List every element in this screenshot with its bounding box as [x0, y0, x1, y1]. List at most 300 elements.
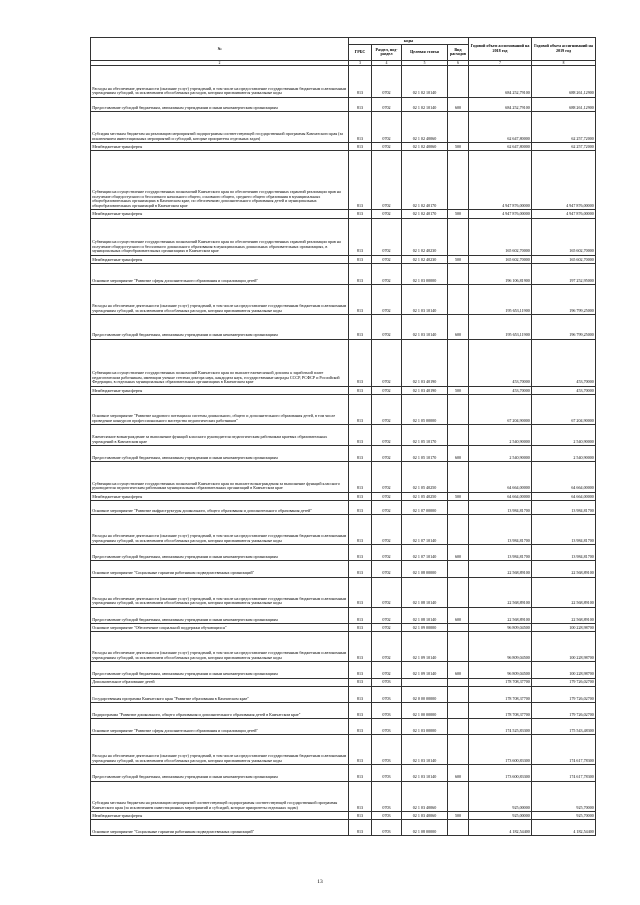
table-row	[91, 425, 596, 446]
row-section: 0703	[372, 820, 402, 836]
table-row	[91, 719, 596, 735]
row-volume-2019: 196 799,25000	[532, 285, 596, 315]
row-volume-2018: 13 984,81700	[469, 545, 532, 561]
row-description: Субсидия местным бюджетам на реализацию мероприятий подпрограммы соответствующей государственной программы Камчатского края (за исключением инвестиционных мероприятий и субсидий, которые приоритеты отдельных задач)	[91, 111, 349, 142]
row-volume-2018: 196 106,81900	[469, 263, 532, 284]
row-volume-2018: 453,70000	[469, 386, 532, 394]
row-volume-2018: 62 647,80000	[469, 111, 532, 142]
table-row	[91, 632, 596, 662]
row-grbs: 813	[349, 781, 372, 811]
row-grbs: 813	[349, 218, 372, 255]
row-grbs: 813	[349, 339, 372, 386]
row-section: 0702	[372, 500, 402, 514]
index-cell: 7	[469, 61, 532, 66]
row-volume-2019: 174 617,78300	[532, 765, 596, 781]
row-volume-2018: 67 204,90000	[469, 394, 532, 424]
row-grbs: 813	[349, 285, 372, 315]
row-target-article: 02 0 00 00000	[402, 686, 448, 702]
row-volume-2018: 165 602,70000	[469, 255, 532, 263]
table-row	[91, 462, 596, 492]
row-section: 0702	[372, 97, 402, 111]
row-target-article: 02 1 00 00000	[402, 702, 448, 718]
row-section: 0702	[372, 143, 402, 151]
row-volume-2019: 13 984,81700	[532, 515, 596, 545]
header-exp-type: Вид расходов	[448, 44, 469, 60]
row-expense-type	[448, 719, 469, 735]
row-description: Основное мероприятие "Социальные гарантии работникам подведомственных организаций"	[91, 561, 349, 577]
table-row	[91, 577, 596, 607]
row-volume-2019: 197 252,95000	[532, 263, 596, 284]
row-volume-2019: 64 664,00000	[532, 492, 596, 500]
row-volume-2018: 2 540,90000	[469, 425, 532, 446]
table-row	[91, 151, 596, 210]
row-grbs: 813	[349, 719, 372, 735]
table-row	[91, 218, 596, 255]
row-description: Расходы на обеспечение деятельности (оказание услуг) учреждений, в том числе на предоставление государственным бюджетным и автономным учреждениям субсидий, за исключением обособленных расходов, которым присваиваются уникальные коды	[91, 632, 349, 662]
row-volume-2019: 22 568,89100	[532, 561, 596, 577]
table-row	[91, 492, 596, 500]
row-grbs: 813	[349, 210, 372, 218]
row-volume-2019: 453,70000	[532, 339, 596, 386]
row-volume-2018: 684 252,79100	[469, 97, 532, 111]
row-expense-type	[448, 702, 469, 718]
budget-table	[90, 37, 596, 836]
row-description: Межбюджетные трансферты	[91, 811, 349, 819]
row-expense-type	[448, 735, 469, 765]
row-target-article: 02 1 02 40060	[402, 111, 448, 142]
row-volume-2019: 100 228,98700	[532, 623, 596, 631]
row-volume-2018: 173 600,83300	[469, 735, 532, 765]
table-row	[91, 339, 596, 386]
row-expense-type	[448, 218, 469, 255]
row-section: 0703	[372, 702, 402, 718]
row-target-article: 02 1 03 10140	[402, 765, 448, 781]
index-cell: 8	[532, 61, 596, 66]
row-volume-2019: 165 602,70000	[532, 218, 596, 255]
row-volume-2019: 174 617,78300	[532, 735, 596, 765]
table-row	[91, 97, 596, 111]
row-volume-2018: 13 984,81700	[469, 515, 532, 545]
row-volume-2019: 62 257,72000	[532, 111, 596, 142]
row-description: Предоставление субсидий бюджетным, автономным учреждениям и иным некоммерческим организациям	[91, 765, 349, 781]
header-section: Раздел, под-раздел	[372, 44, 402, 60]
row-description: Расходы на обеспечение деятельности (оказание услуг) учреждений, в том числе на предоставление государственным бюджетным и автономным учреждениям субсидий, за исключением обособленных расходов, которым присваиваются уникальные коды	[91, 66, 349, 97]
row-description: Основное мероприятие "Обеспечение социальной поддержки обучающихся"	[91, 623, 349, 631]
row-volume-2018: 13 984,81700	[469, 500, 532, 514]
row-section: 0703	[372, 686, 402, 702]
row-expense-type: 600	[448, 765, 469, 781]
row-volume-2019: 688 261,12900	[532, 97, 596, 111]
row-volume-2019: 2 540,90000	[532, 425, 596, 446]
row-target-article: 02 1 05 00000	[402, 394, 448, 424]
row-volume-2019: 22 568,89100	[532, 577, 596, 607]
row-description: Расходы на обеспечение деятельности (оказание услуг) учреждений, в том числе на предоставление государственным бюджетным и автономным учреждениям субсидий, за исключением обособленных расходов, которым присваиваются уникальные коды	[91, 735, 349, 765]
row-target-article: 02 1 03 40190	[402, 386, 448, 394]
row-section: 0702	[372, 515, 402, 545]
row-target-article: 02 1 03 40060	[402, 781, 448, 811]
row-description: Основное мероприятие "Развитие сферы дополнительного образования и социализации детей"	[91, 719, 349, 735]
row-volume-2018: 62 647,80000	[469, 143, 532, 151]
table-row	[91, 515, 596, 545]
row-section: 0702	[372, 394, 402, 424]
row-section: 0703	[372, 765, 402, 781]
header-codes: коды	[349, 38, 469, 45]
row-expense-type	[448, 577, 469, 607]
row-volume-2019: 179 726,02700	[532, 702, 596, 718]
row-description: Межбюджетные трансферты	[91, 492, 349, 500]
row-volume-2018: 173 600,83300	[469, 765, 532, 781]
row-volume-2019: 13 984,81700	[532, 545, 596, 561]
table-row	[91, 702, 596, 718]
row-grbs: 813	[349, 446, 372, 462]
row-description: Субвенции на осуществление государственных полномочий Камчатского края по обеспечению государственных гарантий реализации прав на получение общедоступного и бесплатного дошкольного образования в муниципальных дошкольных образовательных организациях, в муниципальных общеобразовательных организациях в Камчатском крае	[91, 218, 349, 255]
row-grbs: 813	[349, 151, 372, 210]
row-description: Основное мероприятие "Развитие сферы дополнительного образования и социализации детей"	[91, 263, 349, 284]
table-row	[91, 820, 596, 836]
row-section: 0702	[372, 386, 402, 394]
row-section: 0702	[372, 632, 402, 662]
row-target-article: 02 1 07 00000	[402, 500, 448, 514]
row-expense-type: 600	[448, 97, 469, 111]
row-target-article: 02 1 02 40230	[402, 255, 448, 263]
row-target-article: 02 1 07 10140	[402, 545, 448, 561]
row-volume-2019: 925,70000	[532, 781, 596, 811]
table-row	[91, 263, 596, 284]
row-grbs: 813	[349, 811, 372, 819]
row-volume-2018: 96 809,04500	[469, 623, 532, 631]
row-grbs: 813	[349, 263, 372, 284]
row-volume-2018: 64 664,00000	[469, 492, 532, 500]
row-volume-2019: 453,70000	[532, 386, 596, 394]
row-expense-type: 600	[448, 607, 469, 623]
table-row	[91, 735, 596, 765]
table-row	[91, 386, 596, 394]
row-expense-type	[448, 632, 469, 662]
row-target-article: 02 1 03 00000	[402, 263, 448, 284]
row-grbs: 813	[349, 315, 372, 339]
row-volume-2018: 96 809,04500	[469, 632, 532, 662]
row-grbs: 813	[349, 500, 372, 514]
row-volume-2019: 196 799,25000	[532, 315, 596, 339]
row-description: Государственная программа Камчатского края "Развитие образования в Камчатском крае"	[91, 686, 349, 702]
row-volume-2018: 195 653,11900	[469, 315, 532, 339]
row-target-article: 02 1 05 10170	[402, 446, 448, 462]
row-section: 0703	[372, 719, 402, 735]
row-section: 0702	[372, 607, 402, 623]
row-volume-2019: 13 984,81700	[532, 500, 596, 514]
row-volume-2019: 165 602,70000	[532, 255, 596, 263]
row-grbs: 813	[349, 607, 372, 623]
row-volume-2019: 22 568,89100	[532, 607, 596, 623]
row-expense-type: 500	[448, 255, 469, 263]
row-grbs: 813	[349, 632, 372, 662]
row-expense-type: 500	[448, 492, 469, 500]
row-volume-2018: 22 568,89100	[469, 577, 532, 607]
row-target-article: 02 1 09 10140	[402, 632, 448, 662]
row-target-article: 02 1 05 40250	[402, 492, 448, 500]
row-grbs: 813	[349, 255, 372, 263]
row-grbs: 813	[349, 492, 372, 500]
row-expense-type	[448, 678, 469, 686]
row-volume-2019: 2 540,90000	[532, 446, 596, 462]
row-expense-type	[448, 285, 469, 315]
row-description: Субвенции на осуществление государственных полномочий Камчатского края по выплате вознаграждения за выполнение функций классного руководителя педагогическим работникам муниципальных образовательных организаций в Камчатском крае	[91, 462, 349, 492]
table-row	[91, 143, 596, 151]
index-cell: 6	[448, 61, 469, 66]
header-grbs: ГРБС	[349, 44, 372, 60]
index-cell: 3	[349, 61, 372, 66]
row-section: 0702	[372, 263, 402, 284]
row-target-article: 02 1 03 40060	[402, 811, 448, 819]
row-volume-2018: 178 708,37700	[469, 678, 532, 686]
row-description: Предоставление субсидий бюджетным, автономным учреждениям и иным некоммерческим организациям	[91, 446, 349, 462]
row-target-article: 02 1 02 10140	[402, 97, 448, 111]
row-section: 0702	[372, 492, 402, 500]
table-row	[91, 607, 596, 623]
row-expense-type: 600	[448, 446, 469, 462]
row-section: 0702	[372, 151, 402, 210]
row-grbs: 813	[349, 515, 372, 545]
row-expense-type	[448, 462, 469, 492]
row-volume-2019: 4 947 876,00000	[532, 210, 596, 218]
row-grbs: 813	[349, 545, 372, 561]
row-description: Субвенции на осуществление государственных полномочий Камчатского края по выплате ежемесячной доплаты к заработной плате педагогическим работникам, имеющим ученые степени доктора наук, кандидата наук, государственные награды СССР, РСФСР и Российской Федерации, в отдельных муниципальных образовательных организациях в Камчатском крае	[91, 339, 349, 386]
row-volume-2018: 178 708,37700	[469, 702, 532, 718]
header-row-top	[91, 38, 596, 45]
row-section: 0702	[372, 315, 402, 339]
row-grbs: 813	[349, 66, 372, 97]
row-volume-2018: 165 602,70000	[469, 218, 532, 255]
row-target-article	[402, 678, 448, 686]
row-description: Расходы на обеспечение деятельности (оказание услуг) учреждений, в том числе на предоставление государственным бюджетным и автономным учреждениям субсидий, за исключением обособленных расходов, которым присваиваются уникальные коды	[91, 577, 349, 607]
row-section: 0702	[372, 66, 402, 97]
page-number: 13	[317, 879, 323, 885]
row-volume-2018: 4 182,54400	[469, 820, 532, 836]
row-target-article: 02 1 07 10140	[402, 515, 448, 545]
row-target-article: 02 1 03 40190	[402, 339, 448, 386]
row-section: 0702	[372, 425, 402, 446]
row-volume-2019: 179 726,02700	[532, 678, 596, 686]
row-section: 0702	[372, 210, 402, 218]
table-row	[91, 210, 596, 218]
row-expense-type: 500	[448, 210, 469, 218]
row-expense-type	[448, 263, 469, 284]
index-cell: 4	[372, 61, 402, 66]
row-expense-type: 500	[448, 143, 469, 151]
row-volume-2019: 62 257,72000	[532, 143, 596, 151]
table-body	[91, 38, 596, 836]
row-expense-type	[448, 425, 469, 446]
row-volume-2018: 453,70000	[469, 339, 532, 386]
row-grbs: 813	[349, 735, 372, 765]
row-description: Межбюджетные трансферты	[91, 386, 349, 394]
row-volume-2018: 684 252,79100	[469, 66, 532, 97]
row-target-article: 02 1 09 10140	[402, 662, 448, 678]
row-expense-type: 600	[448, 662, 469, 678]
row-description: Дополнительное образование детей	[91, 678, 349, 686]
row-section: 0702	[372, 623, 402, 631]
table-row	[91, 500, 596, 514]
row-target-article: 02 1 02 40060	[402, 143, 448, 151]
row-volume-2018: 22 568,89100	[469, 607, 532, 623]
row-volume-2018: 925,00000	[469, 811, 532, 819]
row-target-article: 02 1 05 40250	[402, 462, 448, 492]
table-row	[91, 811, 596, 819]
row-grbs: 813	[349, 394, 372, 424]
row-description: Основное мероприятие "Социальные гарантии работникам подведомственных организаций"	[91, 820, 349, 836]
row-description: Межбюджетные трансферты	[91, 255, 349, 263]
row-volume-2018: 64 664,00000	[469, 462, 532, 492]
row-description: Предоставление субсидий бюджетным, автономным учреждениям и иным некоммерческим организациям	[91, 662, 349, 678]
header-vol-2018: Годовой объем ассигнований на 2018 год	[469, 38, 532, 61]
row-grbs: 813	[349, 386, 372, 394]
row-target-article: 02 1 08 00000	[402, 561, 448, 577]
row-volume-2019: 67 204,90000	[532, 394, 596, 424]
row-grbs: 813	[349, 686, 372, 702]
row-section: 0702	[372, 577, 402, 607]
row-expense-type: 500	[448, 811, 469, 819]
row-expense-type	[448, 151, 469, 210]
row-volume-2018: 4 947 876,00000	[469, 210, 532, 218]
row-volume-2019: 179 726,02700	[532, 686, 596, 702]
row-volume-2019: 175 543,48300	[532, 719, 596, 735]
row-section: 0702	[372, 218, 402, 255]
row-grbs: 813	[349, 765, 372, 781]
row-grbs: 813	[349, 662, 372, 678]
table-row	[91, 315, 596, 339]
row-section: 0703	[372, 811, 402, 819]
row-expense-type: 500	[448, 386, 469, 394]
row-volume-2018: 2 540,90000	[469, 446, 532, 462]
row-section: 0702	[372, 255, 402, 263]
table-row	[91, 446, 596, 462]
row-description: Предоставление субсидий бюджетным, автономным учреждениям и иным некоммерческим организациям	[91, 97, 349, 111]
row-expense-type	[448, 686, 469, 702]
row-expense-type	[448, 623, 469, 631]
row-grbs: 813	[349, 561, 372, 577]
row-target-article: 02 1 02 10140	[402, 66, 448, 97]
row-volume-2018: 195 653,11900	[469, 285, 532, 315]
row-description: Расходы на обеспечение деятельности (оказание услуг) учреждений, в том числе на предоставление государственным бюджетным и автономным учреждениям субсидий, за исключением обособленных расходов, которым присваиваются уникальные коды	[91, 515, 349, 545]
row-description: Предоставление субсидий бюджетным, автономным учреждениям и иным некоммерческим организациям	[91, 315, 349, 339]
row-target-article: 02 1 02 40170	[402, 151, 448, 210]
table-row	[91, 255, 596, 263]
row-section: 0702	[372, 446, 402, 462]
row-section: 0702	[372, 339, 402, 386]
row-description: Основное мероприятие "Развитие кадрового потенциала системы дошкольного, общего и дополнительного образования детей, в том числе проведение конкурсов профессионального мастерства педагогических работников"	[91, 394, 349, 424]
row-grbs: 813	[349, 702, 372, 718]
row-expense-type	[448, 394, 469, 424]
row-grbs: 813	[349, 678, 372, 686]
row-expense-type	[448, 339, 469, 386]
row-volume-2019: 4 182,54400	[532, 820, 596, 836]
row-grbs: 813	[349, 577, 372, 607]
row-expense-type	[448, 515, 469, 545]
row-section: 0702	[372, 662, 402, 678]
row-grbs: 813	[349, 623, 372, 631]
row-description: Межбюджетные трансферты	[91, 143, 349, 151]
row-volume-2019: 100 228,98700	[532, 632, 596, 662]
table-row	[91, 765, 596, 781]
row-description: Расходы на обеспечение деятельности (оказание услуг) учреждений, в том числе на предоставление государственным бюджетным и автономным учреждениям субсидий, за исключением обособленных расходов, которым присваиваются уникальные коды	[91, 285, 349, 315]
row-expense-type	[448, 781, 469, 811]
row-description: Подпрограмма "Развитие дошкольного, общего образования и дополнительного образования детей в Камчатском крае"	[91, 702, 349, 718]
row-description: Межбюджетные трансферты	[91, 210, 349, 218]
header-vol-2019: Годовой объем ассигнований на 2019 год	[532, 38, 596, 61]
row-target-article: 02 1 08 10140	[402, 607, 448, 623]
row-section: 0703	[372, 678, 402, 686]
table-row	[91, 623, 596, 631]
row-volume-2018: 4 947 876,00000	[469, 151, 532, 210]
row-section: 0702	[372, 285, 402, 315]
row-description: Субвенции на осуществление государственных полномочий Камчатского края по обеспечению государственных гарантий реализации прав на получение общедоступного и бесплатного начального общего, основного общего, среднего общего образования в муниципальных общеобразовательных организациях в Камчатском крае, по обеспечению дополнительного образования детей и муниципальных общеобразовательных организаций в Камчатском крае	[91, 151, 349, 210]
row-volume-2019: 64 664,00000	[532, 462, 596, 492]
row-volume-2019: 4 947 876,00000	[532, 151, 596, 210]
row-target-article: 02 1 08 10140	[402, 577, 448, 607]
row-expense-type	[448, 820, 469, 836]
row-section: 0702	[372, 111, 402, 142]
table-row	[91, 662, 596, 678]
row-grbs: 813	[349, 820, 372, 836]
table-row	[91, 561, 596, 577]
table-row	[91, 545, 596, 561]
row-volume-2018: 178 708,37700	[469, 686, 532, 702]
row-expense-type	[448, 561, 469, 577]
table-row	[91, 66, 596, 97]
row-grbs: 813	[349, 97, 372, 111]
row-expense-type: 600	[448, 545, 469, 561]
row-description: Субсидия местным бюджетам на реализацию мероприятий соответствующей подпрограммы соответствующей государственной программы Камчатского края (за исключением инвестиционных мероприятий и субсидий, которые приоритеты отдельных задач)	[91, 781, 349, 811]
row-grbs: 813	[349, 462, 372, 492]
row-target-article: 02 1 03 00000	[402, 719, 448, 735]
header-target: Целевая статья	[402, 44, 448, 60]
row-section: 0703	[372, 781, 402, 811]
row-target-article: 02 1 05 10170	[402, 425, 448, 446]
row-volume-2019: 688 261,12900	[532, 66, 596, 97]
row-expense-type	[448, 500, 469, 514]
table-row	[91, 394, 596, 424]
table-row	[91, 285, 596, 315]
row-expense-type	[448, 111, 469, 142]
header-number: №	[91, 38, 349, 61]
row-volume-2018: 925,00000	[469, 781, 532, 811]
row-description: Предоставление субсидий бюджетным, автономным учреждениям и иным некоммерческим организациям	[91, 545, 349, 561]
row-volume-2018: 96 809,04500	[469, 662, 532, 678]
row-target-article: 02 1 03 10140	[402, 285, 448, 315]
row-section: 0702	[372, 462, 402, 492]
row-description: Основное мероприятие "Развитие инфраструктуры дошкольного, общего образования и дополнительного образования детей"	[91, 500, 349, 514]
row-description: Предоставление субсидий бюджетным, автономным учреждениям и иным некоммерческим организациям	[91, 607, 349, 623]
index-cell: 2	[91, 61, 349, 66]
row-volume-2018: 22 568,89100	[469, 561, 532, 577]
row-grbs: 813	[349, 111, 372, 142]
table-row	[91, 678, 596, 686]
row-volume-2018: 174 525,83300	[469, 719, 532, 735]
row-grbs: 813	[349, 425, 372, 446]
index-cell: 5	[402, 61, 448, 66]
row-target-article: 02 1 02 40170	[402, 210, 448, 218]
row-target-article: 02 1 08 00000	[402, 820, 448, 836]
row-expense-type	[448, 66, 469, 97]
row-target-article: 02 1 03 10140	[402, 315, 448, 339]
table-row	[91, 686, 596, 702]
row-volume-2019: 100 228,98700	[532, 662, 596, 678]
row-section: 0703	[372, 735, 402, 765]
row-section: 0702	[372, 545, 402, 561]
row-volume-2019: 925,70000	[532, 811, 596, 819]
row-target-article: 02 1 03 10140	[402, 735, 448, 765]
table-row	[91, 111, 596, 142]
